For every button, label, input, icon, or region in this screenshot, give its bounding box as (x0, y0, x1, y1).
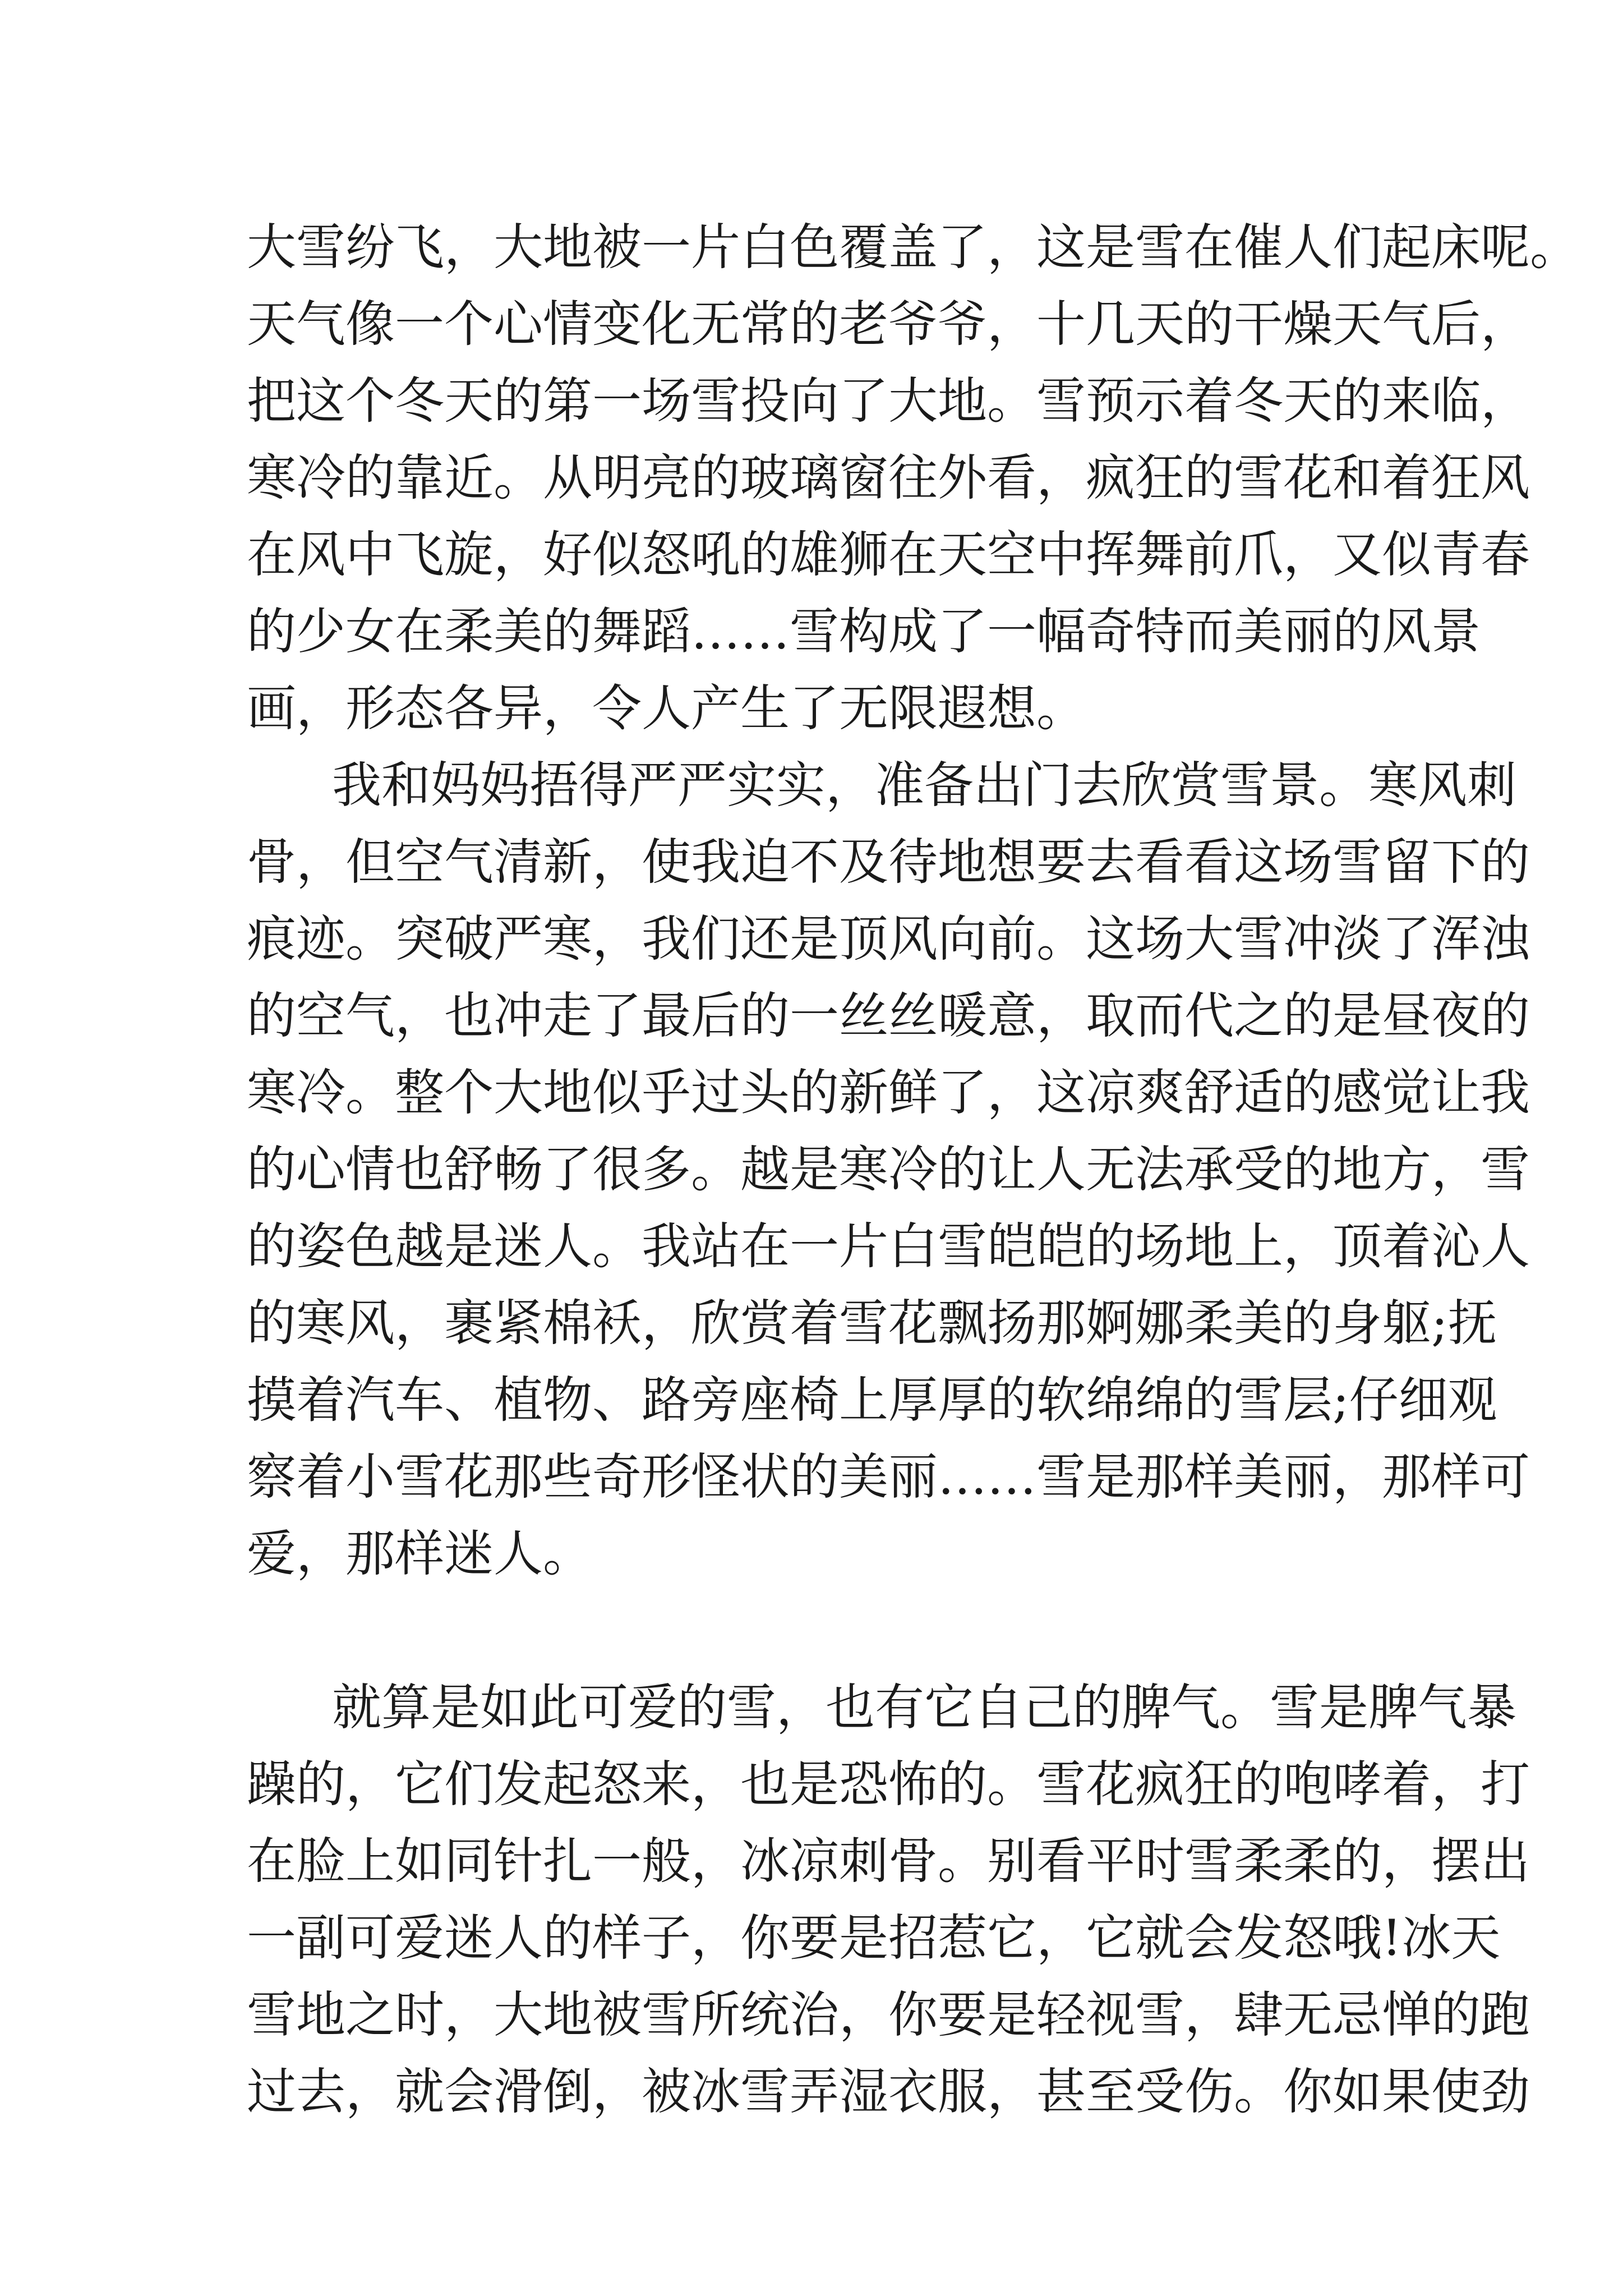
text-line: 的空气，也冲走了最后的一丝丝暖意，取而代之的是昼夜的 (247, 987, 1530, 1045)
text-line: 在脸上如同针扎一般，冰凉刺骨。别看平时雪柔柔的，摆出 (247, 1832, 1530, 1890)
text-line: 爱，那样迷人。 (247, 1525, 593, 1582)
paragraph-3 (247, 1669, 1530, 2130)
text-line: 大雪纷飞，大地被一片白色覆盖了，这是雪在催人们起床呢。 (247, 218, 1580, 276)
text-line: 躁的，它们发起怒来，也是恐怖的。雪花疯狂的咆哮着，打 (247, 1755, 1530, 1813)
text-line: 就算是如此可爱的雪，也有它自己的脾气。雪是脾气暴 (332, 1678, 1517, 1736)
text-line: 寒冷的靠近。从明亮的玻璃窗往外看，疯狂的雪花和着狂风 (247, 449, 1530, 507)
text-line: 察着小雪花那些奇形怪状的美丽……雪是那样美丽，那样可 (247, 1448, 1530, 1506)
text-line: 的少女在柔美的舞蹈……雪构成了一幅奇特而美丽的风景 (247, 602, 1481, 660)
text-line: 一副可爱迷人的样子，你要是招惹它，它就会发怒哦!冰天 (247, 1909, 1501, 1967)
text-line: 骨，但空气清新，使我迫不及待地想要去看看这场雪留下的 (247, 833, 1530, 891)
text-line (247, 1592, 1391, 1669)
text-line: 的心情也舒畅了很多。越是寒冷的让人无法承受的地方，雪 (247, 1140, 1530, 1198)
text-line: 天气像一个心情变化无常的老爷爷，十几天的干燥天气后， (247, 295, 1530, 353)
text-line: 过去，就会滑倒，被冰雪弄湿衣服，甚至受伤。你如果使劲 (247, 2063, 1530, 2120)
text-line: 摸着汽车、植物、路旁座椅上厚厚的软绵绵的雪层;仔细观 (247, 1371, 1497, 1429)
paragraph-1 (247, 209, 1580, 747)
paragraph-2 (247, 747, 1530, 1669)
text-line: 我和妈妈捂得严严实实，准备出门去欣赏雪景。寒风刺 (332, 756, 1517, 814)
text-line: 画，形态各异，令人产生了无限遐想。 (247, 679, 1086, 737)
document-body (247, 209, 1580, 2130)
text-line: 的姿色越是迷人。我站在一片白雪皑皑的场地上，顶着沁人 (247, 1217, 1530, 1275)
text-line: 痕迹。突破严寒，我们还是顶风向前。这场大雪冲淡了浑浊 (247, 910, 1530, 968)
text-line: 寒冷。整个大地似乎过头的新鲜了，这凉爽舒适的感觉让我 (247, 1064, 1530, 1121)
text-line: 在风中飞旋，好似怒吼的雄狮在天空中挥舞前爪，又似青春 (247, 526, 1530, 583)
text-line: 的寒风，裹紧棉袄，欣赏着雪花飘扬那婀娜柔美的身躯;抚 (247, 1294, 1497, 1352)
text-line: 把这个冬天的第一场雪投向了大地。雪预示着冬天的来临， (247, 372, 1530, 430)
text-line: 雪地之时，大地被雪所统治，你要是轻视雪，肆无忌惮的跑 (247, 1986, 1530, 2044)
